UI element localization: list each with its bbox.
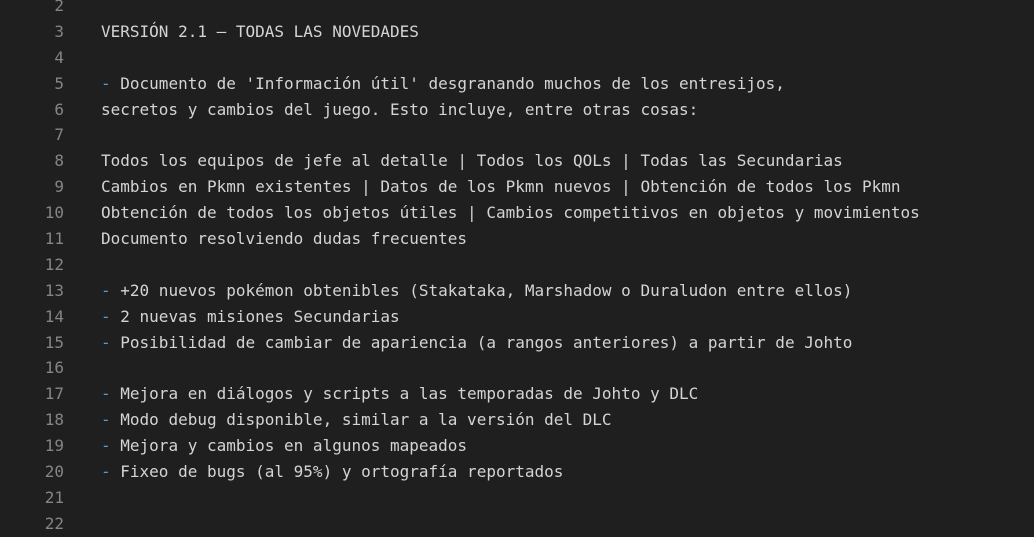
line-content[interactable] — [64, 200, 1034, 226]
line-number: 16 — [44, 358, 64, 378]
list-marker: - — [101, 306, 111, 326]
line-number: 21 — [44, 487, 64, 507]
line-content[interactable] — [64, 330, 1034, 356]
line-text: Mejora y cambios en algunos mapeados — [110, 436, 468, 456]
line-text: Cambios en Pkmn existentes | Datos de los Pkmn nuevos | Obtención de todos los Pkmn — [101, 177, 901, 197]
line-content[interactable] — [64, 407, 1034, 433]
line-number: 17 — [44, 384, 64, 404]
line-content[interactable] — [64, 278, 1034, 304]
editor-line-11[interactable] — [0, 226, 1034, 252]
line-content[interactable] — [64, 148, 1034, 174]
line-number: 8 — [54, 151, 64, 171]
line-content[interactable] — [64, 511, 1034, 537]
editor-line-21[interactable] — [0, 485, 1034, 511]
line-number: 10 — [44, 203, 64, 223]
line-content[interactable] — [64, 252, 1034, 278]
editor-line-19[interactable] — [0, 433, 1034, 459]
line-content[interactable] — [64, 485, 1034, 511]
list-marker: - — [101, 462, 111, 482]
line-number: 20 — [44, 462, 64, 482]
line-number: 15 — [44, 332, 64, 352]
line-number: 22 — [44, 513, 64, 533]
line-text: 2 nuevas misiones Secundarias — [110, 306, 400, 326]
line-text: Todos los equipos de jefe al detalle | Todos los QOLs | Todas las Secundarias — [101, 151, 843, 171]
list-marker: - — [101, 410, 111, 430]
line-text: Modo debug disponible, similar a la versión del DLC — [110, 410, 612, 430]
line-number: 14 — [44, 306, 64, 326]
editor-line-14[interactable] — [0, 304, 1034, 330]
line-content[interactable] — [64, 45, 1034, 71]
editor-line-5[interactable] — [0, 71, 1034, 97]
line-text: secretos y cambios del juego. Esto incluye, entre otras cosas: — [101, 99, 699, 119]
line-text: VERSIÓN 2.1 – TODAS LAS NOVEDADES — [101, 21, 419, 41]
editor-line-15[interactable] — [0, 330, 1034, 356]
list-marker: - — [101, 436, 111, 456]
list-marker: - — [101, 280, 111, 300]
line-text: Posibilidad de cambiar de apariencia (a rangos anteriores) a partir de Johto — [110, 332, 853, 352]
line-content[interactable] — [64, 71, 1034, 97]
line-number: 12 — [44, 254, 64, 274]
line-number: 2 — [54, 0, 64, 15]
line-content[interactable] — [64, 174, 1034, 200]
editor-line-13[interactable] — [0, 278, 1034, 304]
list-marker: - — [101, 384, 111, 404]
line-number: 19 — [44, 436, 64, 456]
line-content[interactable] — [64, 459, 1034, 485]
editor-line-10[interactable] — [0, 200, 1034, 226]
editor-line-12[interactable] — [0, 252, 1034, 278]
line-number: 13 — [44, 280, 64, 300]
editor-line-2[interactable] — [0, 0, 1034, 19]
line-text: Obtención de todos los objetos útiles | Cambios competitivos en objetos y movimientos — [101, 203, 920, 223]
editor-line-22[interactable] — [0, 511, 1034, 537]
line-text: Documento resolviendo dudas frecuentes — [101, 229, 468, 249]
editor-line-9[interactable] — [0, 174, 1034, 200]
line-content[interactable] — [64, 19, 1034, 45]
editor-line-7[interactable] — [0, 122, 1034, 148]
editor-line-17[interactable] — [0, 381, 1034, 407]
line-content[interactable] — [64, 304, 1034, 330]
line-text: +20 nuevos pokémon obtenibles (Stakataka, Marshadow o Duraludon entre ellos) — [110, 280, 853, 300]
line-number: 11 — [44, 229, 64, 249]
editor-line-18[interactable] — [0, 407, 1034, 433]
editor-line-3[interactable] — [0, 19, 1034, 45]
line-number: 6 — [54, 99, 64, 119]
line-content[interactable] — [64, 0, 1034, 19]
editor-line-8[interactable] — [0, 148, 1034, 174]
line-text: Documento de 'Información útil' desgranando muchos de los entresijos, — [110, 73, 785, 93]
list-marker: - — [101, 73, 111, 93]
line-number: 18 — [44, 410, 64, 430]
line-number: 5 — [54, 73, 64, 93]
editor-line-20[interactable] — [0, 459, 1034, 485]
line-number: 7 — [54, 125, 64, 145]
line-content[interactable] — [64, 97, 1034, 123]
line-number: 4 — [54, 47, 64, 67]
line-text: Fixeo de bugs (al 95%) y ortografía reportados — [110, 462, 564, 482]
editor-line-16[interactable] — [0, 355, 1034, 381]
line-content[interactable] — [64, 381, 1034, 407]
list-marker: - — [101, 332, 111, 352]
line-text: Mejora en diálogos y scripts a las temporadas de Johto y DLC — [110, 384, 699, 404]
editor-line-4[interactable] — [0, 45, 1034, 71]
editor-line-6[interactable] — [0, 97, 1034, 123]
line-content[interactable] — [64, 226, 1034, 252]
line-content[interactable] — [64, 355, 1034, 381]
line-content[interactable] — [64, 433, 1034, 459]
line-content[interactable] — [64, 122, 1034, 148]
line-number: 9 — [54, 177, 64, 197]
line-number: 3 — [54, 21, 64, 41]
